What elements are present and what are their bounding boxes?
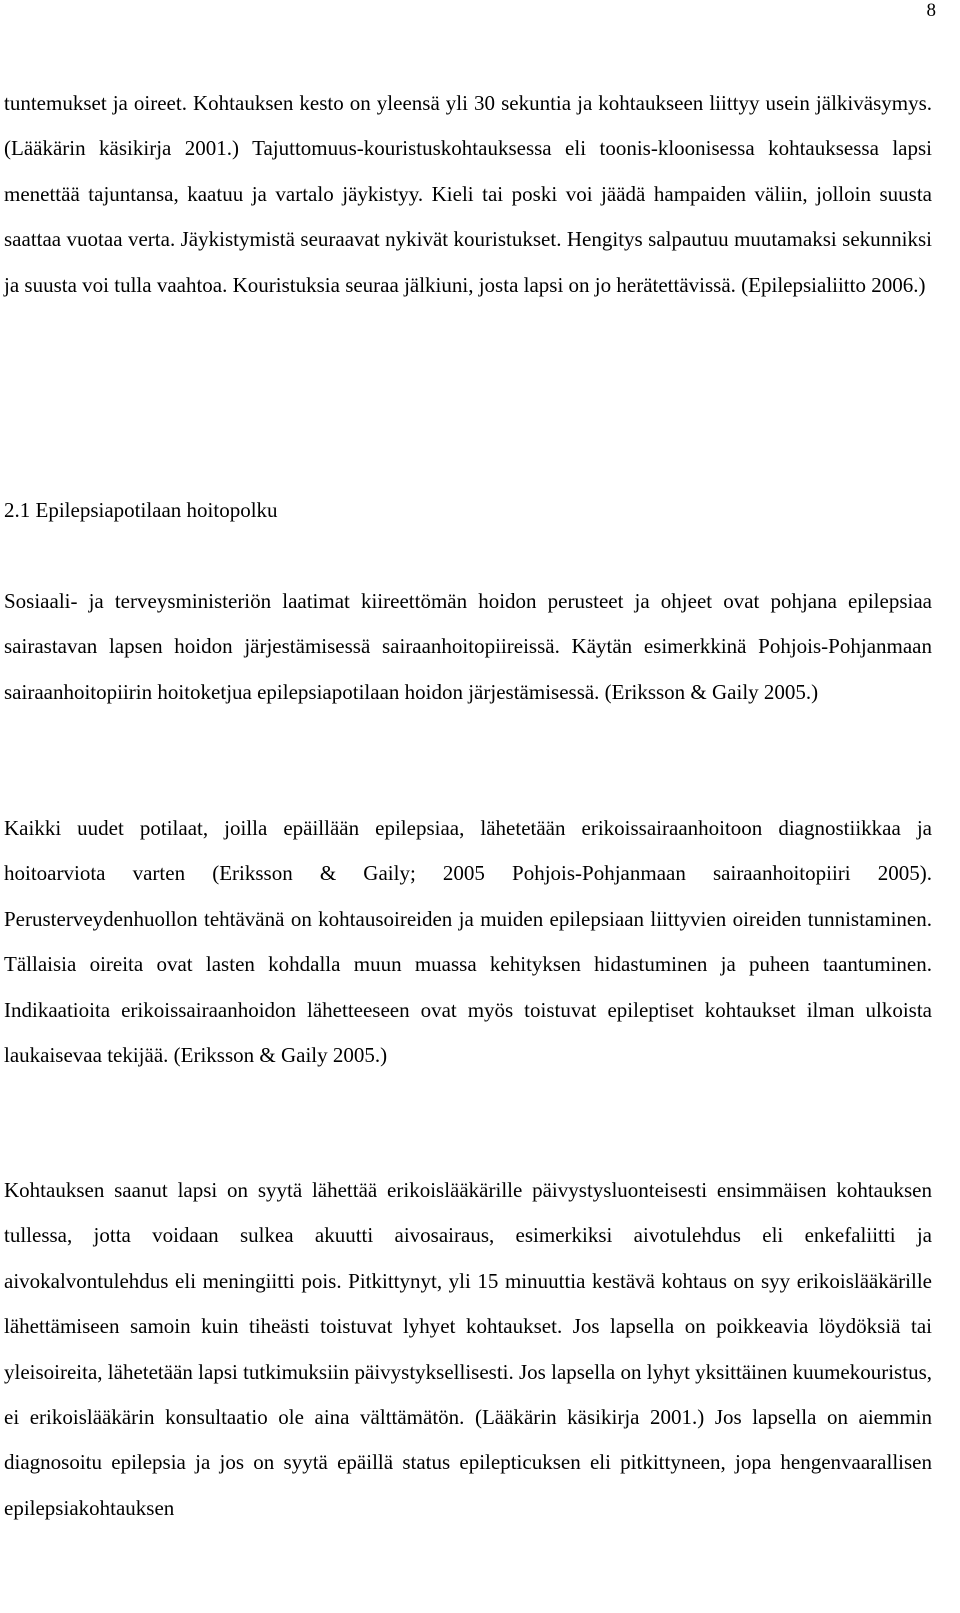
body-paragraph-3: Kohtauksen saanut lapsi on syytä lähettää erikoislääkärille päivystysluonteisesti ensimmäisen kohtauksen tullessa, jotta voidaan sulkea akuutti aivosairaus, esimerkiksi aivotulehdus eli enkefaliitti ja aivokalvontulehdus eli meningiitti pois. Pitkittynyt, yli 15 minuuttia kestävä kohtaus on syy erikoislääkärille lähettämiseen samoin kuin tiheästi toistuvat lyhyet kohtaukset. Jos lapsella on poikkeavia löydöksiä tai yleisoireita, lähetetään lapsi tutkimuksiin päivystyksellisesti. Jos lapsella on lyhyt yksittäinen kuumekouristus, ei erikoislääkärin konsultaatio ole aina välttämätön. (Lääkärin käsikirja 2001.) Jos lapsella on aiemmin diagnosoitu epilepsia ja jos on syytä epäillä status epilepticuksen eli pitkittyneen, jopa hengenvaarallisen epilepsiakohtauksen [4, 1178, 932, 1520]
intro-paragraph: tuntemukset ja oireet. Kohtauksen kesto on yleensä yli 30 sekuntia ja kohtaukseen liittyy usein jälkiväsymys. (Lääkärin käsikirja 2001.) Tajuttomuus-kouristuskohtauksessa eli toonis-kloonisessa kohtauksessa lapsi menettää tajuntansa, kaatuu ja vartalo jäykistyy. Kieli tai poski voi jäädä hampaiden väliin, jolloin suusta saattaa vuotaa verta. Jäykistymistä seuraavat nykivät kouristukset. Hengitys salpautuu muutamaksi sekunniksi ja suusta voi tulla vaahtoa. Kouristuksia seuraa jälkiuni, josta lapsi on jo herätettävissä. (Epilepsialiitto 2006.) [4, 91, 932, 297]
page-number: 8 [926, 0, 936, 21]
body-paragraph-1: Sosiaali- ja terveysministeriön laatimat kiireettömän hoidon perusteet ja ohjeet ovat pohjana epilepsiaa sairastavan lapsen hoidon järjestämisessä sairaanhoitopiireissä. Käytän esimerkkinä Pohjois-Pohjanmaan sairaanhoitopiirin hoitoketjua epilepsiapotilaan hoidon järjestämisessä. (Eriksson & Gaily 2005.) [4, 589, 932, 704]
body-paragraph-2: Kaikki uudet potilaat, joilla epäillään epilepsiaa, lähetetään erikoissairaanhoitoon diagnostiikkaa ja hoitoarviota varten (Eriksson & Gaily; 2005 Pohjois-Pohjanmaan sairaanhoitopiiri 2005). Perusterveydenhuollon tehtävänä on kohtausoireiden ja muiden epilepsiaan liittyvien oireiden tunnistaminen. Tällaisia oireita ovat lasten kohdalla muun muassa kehityksen hidastuminen ja puheen taantuminen. Indikaatioita erikoissairaanhoidon lähetteeseen ovat myös toistuvat epileptiset kohtaukset ilman ulkoista laukaisevaa tekijää. (Eriksson & Gaily 2005.) [4, 816, 932, 1068]
section-heading: 2.1 Epilepsiapotilaan hoitopolku [4, 498, 278, 522]
